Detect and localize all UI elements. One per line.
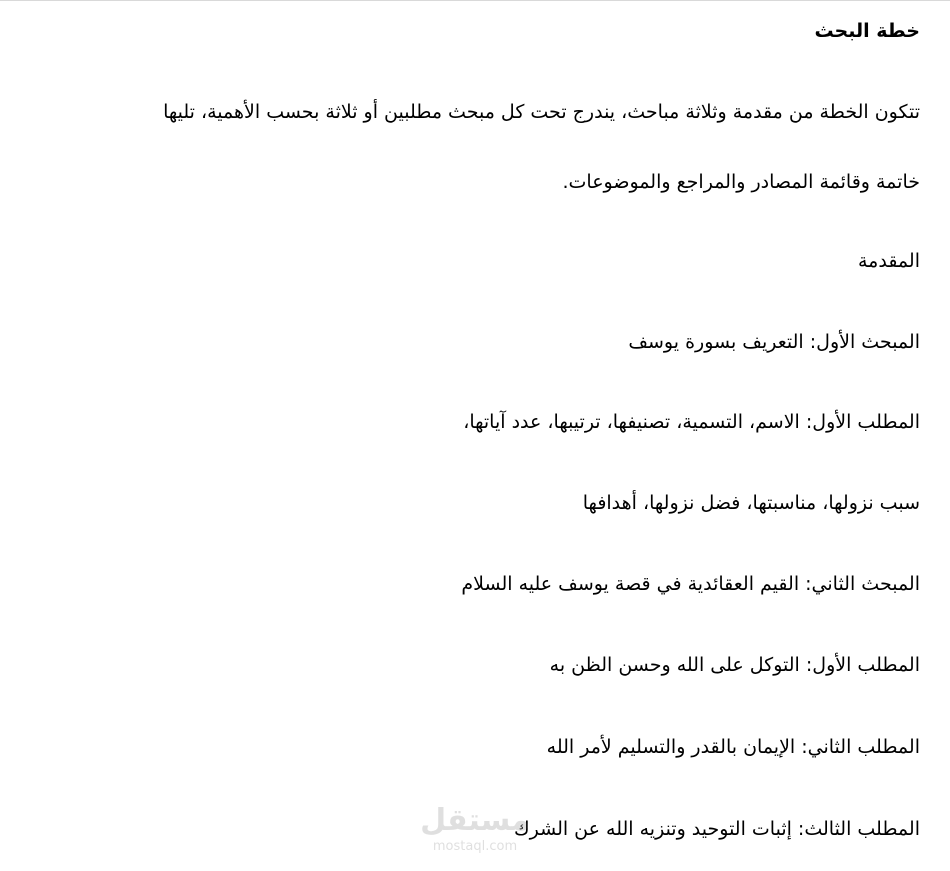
chapter-2-section-2: المطلب الثاني: الإيمان بالقدر والتسليم لأمر الله [546, 736, 920, 758]
paragraph-line-1: تتكون الخطة من مقدمة وثلاثة مباحث، يندرج تحت كل مبحث مطلبين أو ثلاثة بحسب الأهمية، تليها [163, 101, 920, 123]
chapter-1-section-1-continued: سبب نزولها، مناسبتها، فضل نزولها، أهدافها [582, 492, 920, 514]
chapter-2-section-1: المطلب الأول: التوكل على الله وحسن الظن به [549, 654, 920, 676]
watermark-url-text: mostaql.com [432, 839, 518, 854]
top-divider [0, 0, 950, 1]
watermark-logo-text: مستقل [420, 803, 530, 838]
chapter-1-section-1: المطلب الأول: الاسم، التسمية، تصنيفها، ترتيبها، عدد آياتها، [463, 411, 920, 433]
paragraph-line-2: خاتمة وقائمة المصادر والمراجع والموضوعات. [562, 171, 920, 193]
document-title: خطة البحث [814, 20, 920, 42]
chapter-1-heading: المبحث الأول: التعريف بسورة يوسف [628, 331, 920, 353]
chapter-2-section-3: المطلب الثالث: إثبات التوحيد وتنزيه الله عن الشرك [513, 818, 920, 840]
section-introduction: المقدمة [857, 250, 920, 272]
chapter-2-heading: المبحث الثاني: القيم العقائدية في قصة يوسف عليه السلام [461, 573, 920, 595]
